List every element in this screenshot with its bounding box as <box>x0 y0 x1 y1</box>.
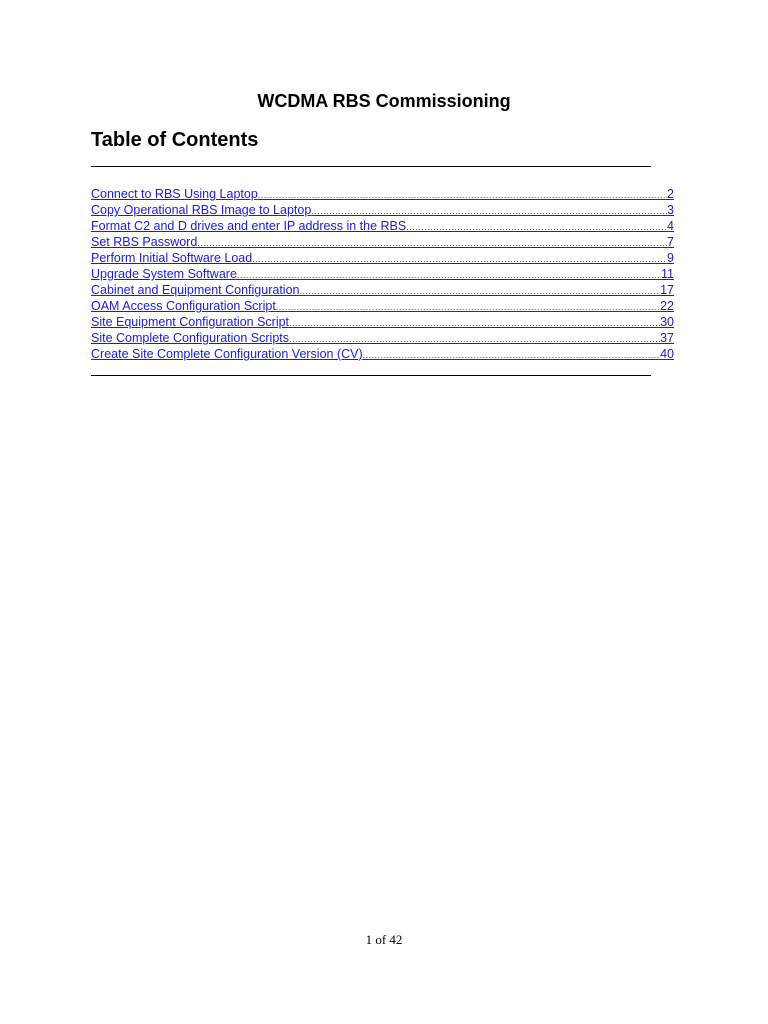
toc-dot-leader <box>289 315 660 330</box>
toc-entry-format-drives[interactable] <box>91 218 674 234</box>
toc-entry-label: Set RBS Password <box>91 235 198 249</box>
toc-entry-page: 37 <box>660 331 674 345</box>
toc-entry-page: 4 <box>667 219 674 233</box>
toc-heading: Table of Contents <box>91 129 259 151</box>
toc-dot-leader <box>197 235 667 250</box>
toc-dot-leader <box>252 251 667 266</box>
toc-dot-leader <box>299 283 660 298</box>
bottom-divider <box>91 375 651 376</box>
document-title: WCDMA RBS Commissioning <box>257 91 511 111</box>
toc-entry-page: 40 <box>660 347 674 361</box>
toc-dot-leader <box>363 347 660 362</box>
toc-entry-label: OAM Access Configuration Script <box>91 299 276 313</box>
toc-entry-page: 22 <box>660 299 674 313</box>
toc-entry-page: 17 <box>660 283 674 297</box>
toc-entry-page: 30 <box>660 315 674 329</box>
toc-entry-label: Create Site Complete Configuration Version (CV) <box>91 347 363 361</box>
toc-entry-page: 7 <box>667 235 674 249</box>
toc-entry-label: Upgrade System Software <box>91 267 237 281</box>
toc-entry-label: Site Complete Configuration Scripts <box>91 331 290 345</box>
toc-entry-page: 9 <box>667 251 674 265</box>
toc-entry-label: Copy Operational RBS Image to Laptop <box>91 203 312 217</box>
page-number-footer: 1 of 42 <box>365 932 403 947</box>
table-of-contents <box>91 186 674 362</box>
toc-entry-oam-access-script[interactable] <box>91 298 674 314</box>
toc-entry-connect-to-rbs[interactable] <box>91 186 674 202</box>
toc-entry-copy-rbs-image[interactable] <box>91 202 674 218</box>
toc-entry-page: 11 <box>661 267 674 281</box>
toc-dot-leader <box>311 203 667 218</box>
toc-dot-leader <box>289 331 660 346</box>
toc-dot-leader <box>406 219 667 234</box>
toc-entry-cabinet-equipment-config[interactable] <box>91 282 674 298</box>
toc-entry-label: Format C2 and D drives and enter IP address in the RBS <box>91 219 407 233</box>
toc-dot-leader <box>276 299 660 314</box>
toc-entry-site-equipment-script[interactable] <box>91 314 674 330</box>
toc-entry-label: Cabinet and Equipment Configuration <box>91 283 300 297</box>
toc-dot-leader <box>237 267 661 282</box>
toc-dot-leader <box>258 187 667 202</box>
toc-entry-page: 3 <box>667 203 674 217</box>
top-divider <box>91 166 651 167</box>
toc-entry-label: Site Equipment Configuration Script <box>91 315 290 329</box>
toc-entry-set-rbs-password[interactable] <box>91 234 674 250</box>
toc-entry-page: 2 <box>667 187 674 201</box>
toc-entry-label: Perform Initial Software Load <box>91 251 253 265</box>
toc-entry-label: Connect to RBS Using Laptop <box>91 187 258 201</box>
toc-entry-initial-software-load[interactable] <box>91 250 674 266</box>
toc-entry-upgrade-system-software[interactable] <box>91 266 674 282</box>
toc-entry-site-complete-scripts[interactable] <box>91 330 674 346</box>
toc-entry-create-cv[interactable] <box>91 346 674 362</box>
